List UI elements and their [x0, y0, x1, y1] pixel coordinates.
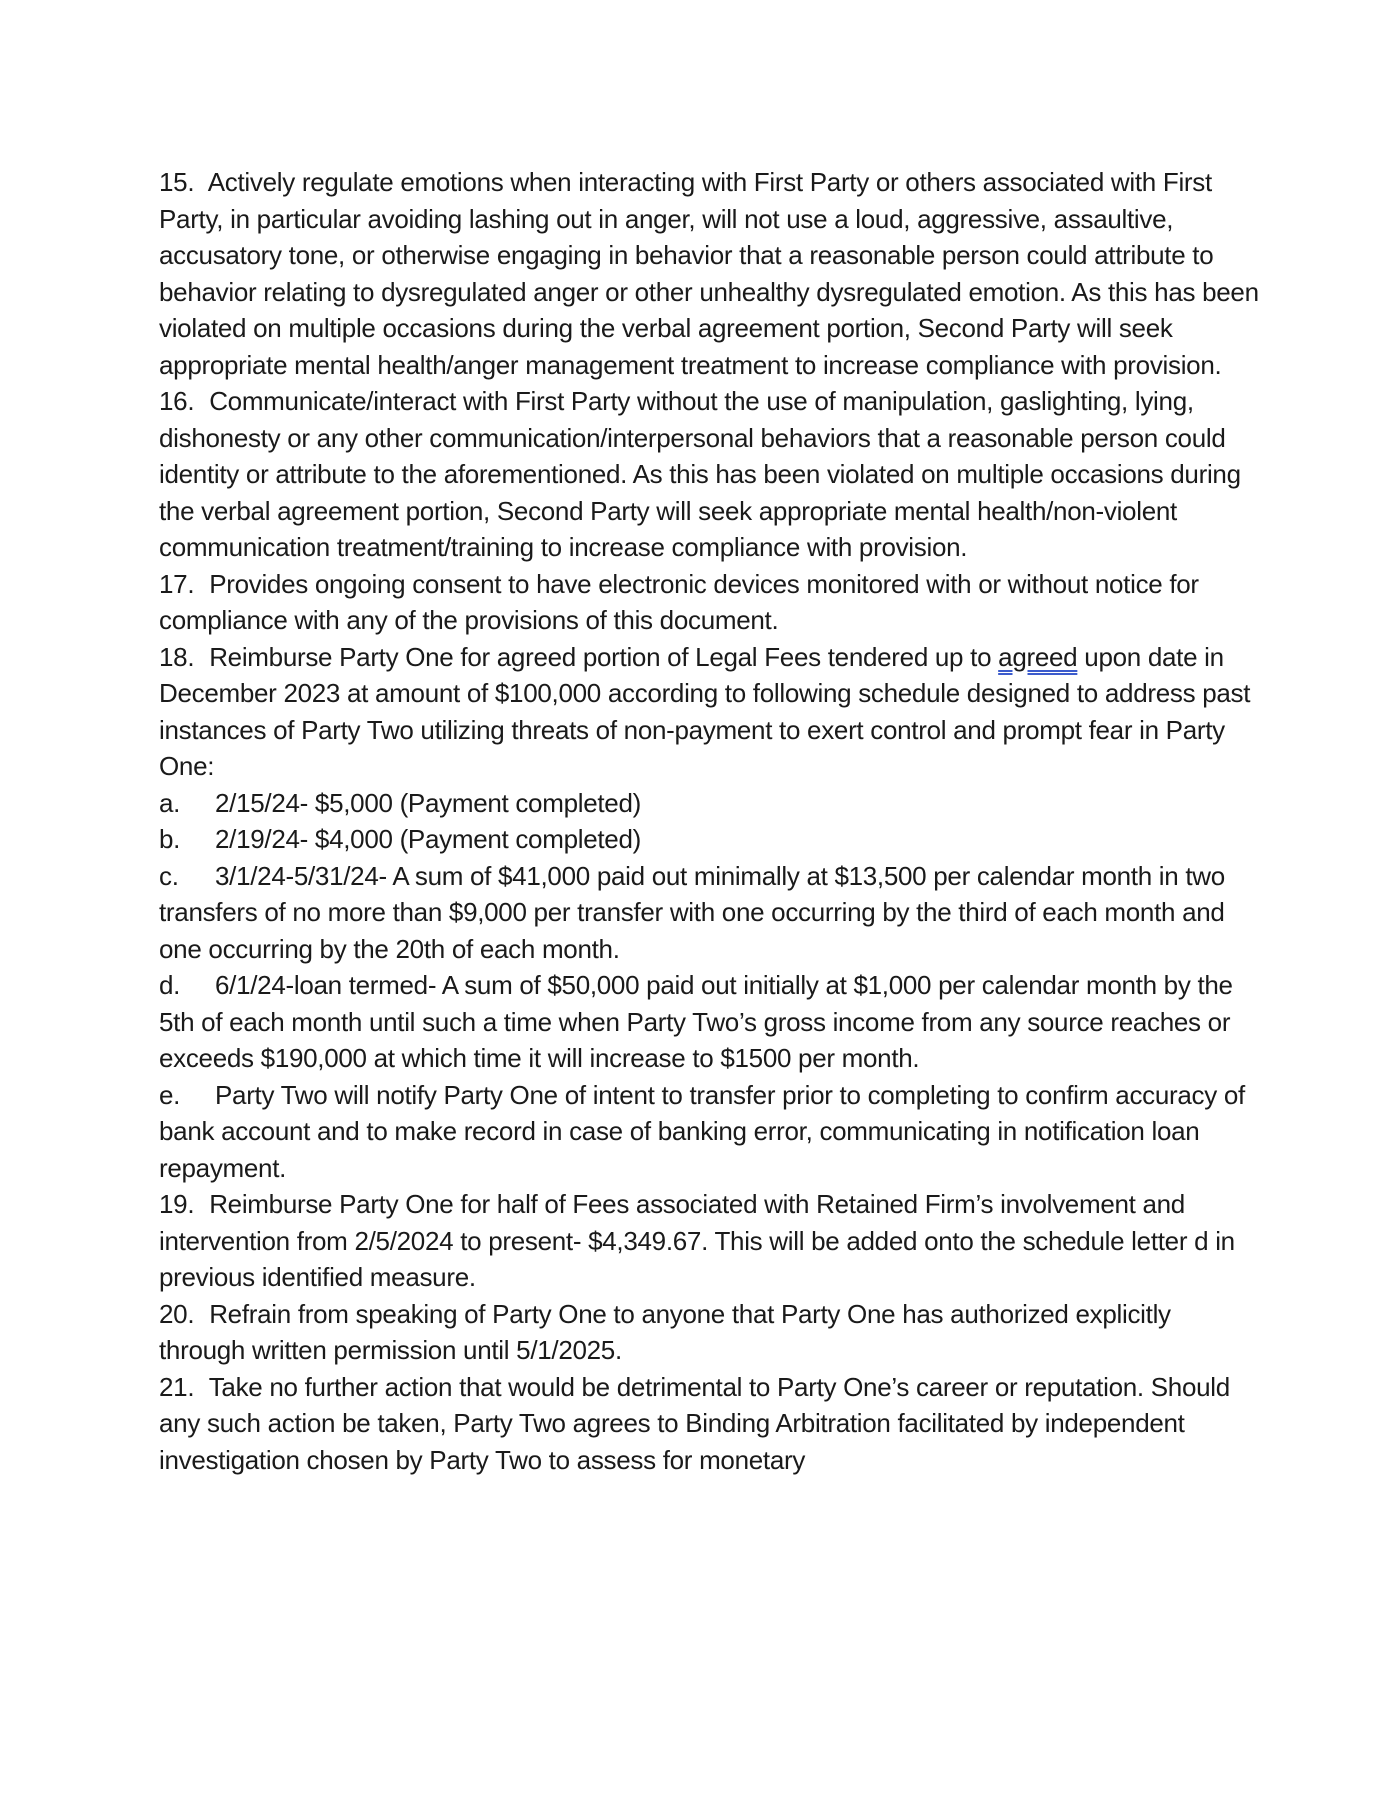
item-number: 18. [159, 641, 195, 672]
item-15 [159, 164, 1259, 383]
schedule-text: 3/1/24-5/31/24- A sum of $41,000 paid out minimally at $13,500 per calendar month in two transfers of no more than $9,000 per transfer with one occurring by the third of each month and one occurring by the 20th of each month. [159, 860, 1225, 964]
item-number: 17. [159, 568, 195, 599]
item-20 [159, 1296, 1259, 1369]
item-21 [159, 1369, 1259, 1479]
schedule-item-b [159, 821, 1259, 858]
schedule-text: 2/19/24- $4,000 (Payment completed) [215, 824, 641, 854]
item-text-after: upon date in December 2023 at amount of $100,000 according to following schedule designed to address past instances of Party Two utilizing threats of non-payment to exert control and prompt fear in Party One: [159, 641, 1251, 781]
item-number: 21. [159, 1371, 195, 1402]
item-number: 20. [159, 1298, 195, 1329]
schedule-letter: a. [159, 787, 181, 818]
schedule-text: 2/15/24- $5,000 (Payment completed) [215, 787, 641, 818]
schedule-letter: e. [159, 1079, 181, 1110]
item-18 [159, 639, 1259, 785]
schedule-letter: d. [159, 970, 181, 1000]
item-text: Take no further action that would be detrimental to Party One’s career or reputation. Should any such action be taken, Party Two agrees to Binding Arbitration facilitated by independent investigation chosen by Party Two to assess for monetary [159, 1371, 1230, 1475]
document-body [159, 164, 1259, 1478]
item-19 [159, 1186, 1259, 1296]
item-text: Reimburse Party One for half of Fees associated with Retained Firm’s involvement and intervention from 2/5/2024 to present- $4,349.67. This will be added onto the schedule letter d in previous identified measure. [159, 1189, 1235, 1292]
schedule-text: 6/1/24-loan termed- A sum of $50,000 paid out initially at $1,000 per calendar month by the 5th of each month until such a time when Party Two’s gross income from any source reaches or exceeds $190,000 at which time it will increase to $1500 per month. [159, 970, 1233, 1073]
item-text: Communicate/interact with First Party without the use of manipulation, gaslighting, lying, dishonesty or any other communication/interpersonal behaviors that a reasonable person could identity or attribute to the aforementioned. As this has been violated on multiple occasions during the verbal agreement portion, Second Party will seek appropriate mental health/non-violent communication treatment/training to increase compliance with provision. [159, 386, 1241, 562]
item-number: 16. [159, 386, 195, 416]
schedule-item-c [159, 858, 1259, 968]
item-text: Actively regulate emotions when interacting with First Party or others associated with First Party, in particular avoiding lashing out in anger, will not use a loud, aggressive, assaultive, accusatory tone, or otherwise engaging in behavior that a reasonable person could attribute to behavior relating to dysregulated anger or other unhealthy dysregulated emotion. As this has been violated on multiple occasions during the verbal agreement portion, Second Party will seek appropriate mental health/anger management treatment to increase compliance with provision. [159, 167, 1259, 380]
schedule-item-d [159, 967, 1259, 1077]
schedule-item-e [159, 1077, 1259, 1187]
underlined-word-agreed: agreed [998, 641, 1078, 672]
schedule-text: Party Two will notify Party One of intent to transfer prior to completing to confirm accuracy of bank account and to make record in case of banking error, communicating in notification loan repayment. [159, 1079, 1245, 1183]
schedule-item-a [159, 785, 1259, 822]
schedule-letter: c. [159, 860, 179, 891]
item-17 [159, 566, 1259, 639]
item-16 [159, 383, 1259, 566]
item-text-before: Reimburse Party One for agreed portion of Legal Fees tendered up to [209, 641, 992, 672]
item-number: 19. [159, 1189, 195, 1219]
item-number: 15. [159, 167, 195, 197]
item-text: Provides ongoing consent to have electronic devices monitored with or without notice for compliance with any of the provisions of this document. [159, 568, 1199, 635]
schedule-letter: b. [159, 824, 181, 854]
item-text: Refrain from speaking of Party One to anyone that Party One has authorized explicitly through written permission until 5/1/2025. [159, 1298, 1171, 1365]
